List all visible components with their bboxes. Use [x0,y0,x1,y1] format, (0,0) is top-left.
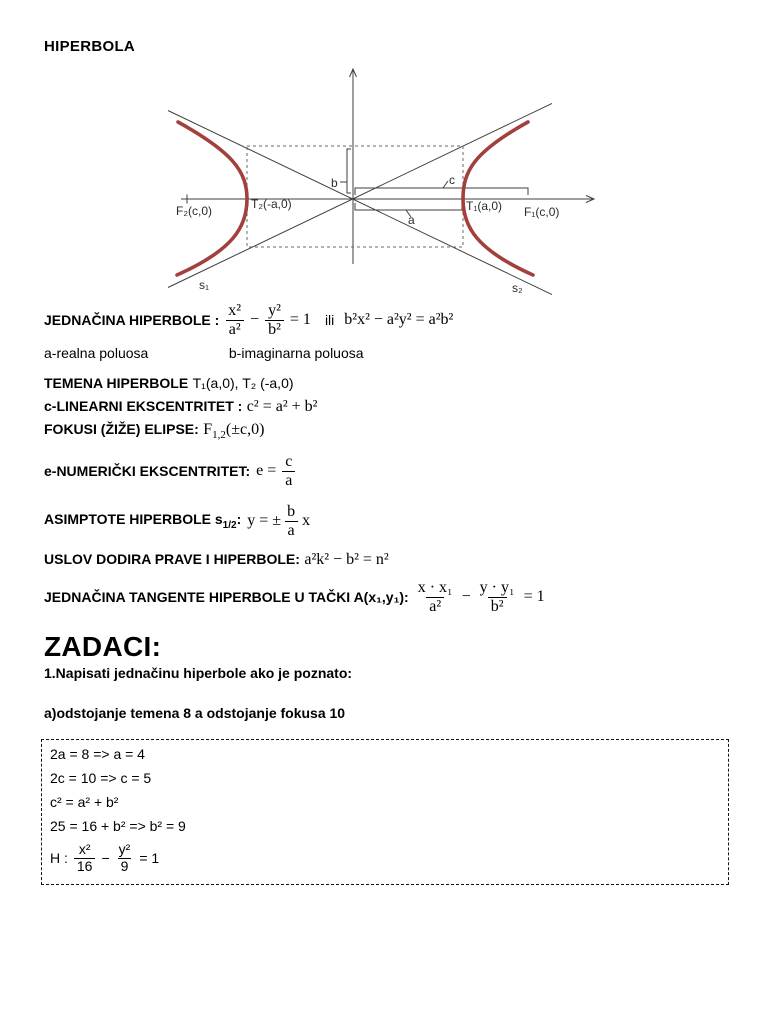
tangenta-minus: − [461,588,471,606]
label-t2: T₂(-a,0) [251,197,292,211]
solution-line-2: 2c = 10 => c = 5 [50,770,152,787]
asimptote-subscript: 1/2 [222,520,237,532]
zadaci-heading: ZADACI: [44,631,162,663]
fraction-x2-a2: $\frac{\text{x²}}{\text{a²}}$ [225,302,244,339]
uslov-value: a²k² − b² = n² [304,551,389,569]
alt-equation: b²x² − a²y² = a²b² [344,311,454,328]
tangenta-label: JEDNAČINA TANGENTE HIPERBOLE U TAČKI A(x₁,y₁): [44,589,409,606]
label-f1: F₁(c,0) [524,205,560,219]
numericki-lhs: e = [256,462,277,480]
jednacina-label: JEDNAČINA HIPERBOLE : [44,312,220,328]
formula-linearni-ekscentritet [44,398,740,416]
linearni-value: c² = a² + b² [246,398,318,415]
poluose-line [44,345,740,361]
label-c: c [449,173,455,187]
fraction-x2-16: $\frac{\text{x²}}{16}$ [74,842,96,874]
formula-numericki-ekscentritet [44,449,740,493]
solution-h-label: H : [50,850,68,867]
realna-poluosa: a-realna poluosa [44,345,149,361]
solution-minus: − [101,850,110,867]
fraction-yy1-b2: $\frac{\text{y · y₁}}{\text{b²}}$ [479,578,515,615]
asimptote-label: ASIMPTOTE HIPERBOLE $s_{1/2}$: [44,511,242,532]
uslov-label: USLOV DODIRA PRAVE I HIPERBOLE: [44,551,300,568]
solution-line-5 [50,842,718,874]
solution-line-4: 25 = 16 + b² => b² = 9 [50,818,186,835]
formula-tangenta [44,573,740,621]
fraction-xx1-a2: $\frac{\text{x · x₁}}{\text{a²}}$ [417,578,453,615]
c-bracket [355,181,528,195]
page-title: HIPERBOLA [44,38,136,55]
fraction-y2-9: $\frac{\text{y²}}{9}$ [118,841,131,874]
asimptote-lhs: y = ± [247,512,282,530]
solution-line-1: 2a = 8 => a = 4 [50,746,145,763]
asymptote-line-2 [168,103,552,287]
formula-uslov-dodira [44,551,740,569]
temena-value: T₁(a,0), T₂ (-a,0) [192,375,294,391]
solution-box [41,739,729,884]
formula-asimptote [44,499,740,543]
hyperbola-diagram [44,55,740,297]
fokusi-subscript: 1,2 [212,429,226,442]
fokusi-value: $F_{1,2}(\pm c,0)$ [203,421,265,442]
b-bracket [340,149,351,193]
linearni-label: c-LINEARNI EKSCENTRITET : [44,398,243,414]
imaginarna-poluosa: b-imaginarna poluosa [228,345,364,361]
fraction-y2-b2: $\frac{\text{y²}}{\text{b²}}$ [265,302,284,339]
task-1: 1.Napisati jednačinu hiperbole ako je poznato: [44,665,353,682]
formula-fokusi [44,421,740,441]
label-t1: T₁(a,0) [466,199,503,213]
label-s2: s₂ [512,281,523,295]
minus-sign: − [250,311,260,328]
label-a: a [408,213,415,227]
ili-word: ili [324,312,335,328]
task-1a: a)odstojanje temena 8 a odstojanje fokusa 10 [44,705,346,722]
fraction-c-a: $\frac{c}{a}$ [282,453,295,490]
tangenta-equals: = 1 [523,588,545,606]
label-b: b [331,176,338,190]
equals-one: = 1 [289,311,311,328]
hyperbola-figure [150,59,620,304]
formula-temena [44,375,740,393]
solution-line-3: c² = a² + b² [50,794,119,811]
solution-equals: = 1 [139,850,160,867]
temena-label: TEMENA HIPERBOLE [44,375,189,391]
label-s1: s₁ [199,278,210,292]
label-f2: F₂(c,0) [176,204,212,218]
fokusi-label: FOKUSI (ŽIŽE) ELIPSE: [44,421,199,437]
asimptote-rhs: x [302,512,311,530]
numericki-label: e-NUMERIČKI EKSCENTRITET: [44,463,251,480]
fraction-b-a: $\frac{b}{a}$ [284,503,298,540]
